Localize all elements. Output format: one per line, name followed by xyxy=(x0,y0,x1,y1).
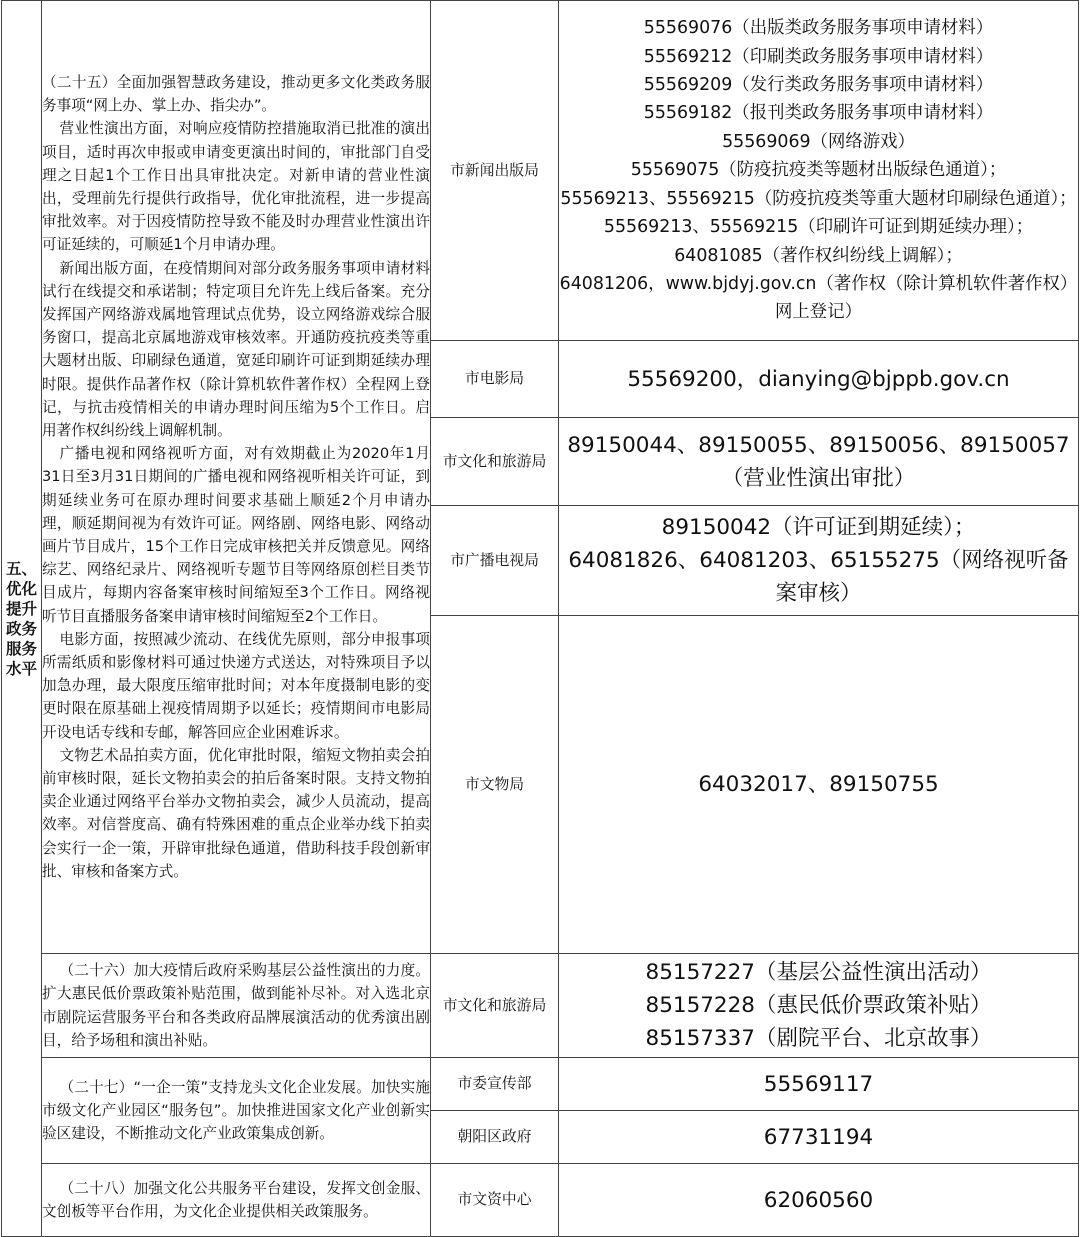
contact-cell xyxy=(559,506,1079,616)
dept-cell: 市委宣传部 xyxy=(431,1058,559,1111)
policy-cell xyxy=(42,1164,431,1237)
category-label-line: 提升 xyxy=(5,599,37,618)
contact-line: 89150042（许可证到期延续）； xyxy=(661,515,976,540)
policy-cell xyxy=(42,1058,431,1164)
policy-paragraph: （二十五）全面加强智慧政务建设，推动更多文化类政务服务事项“网上办、掌上办、指尖办”。 xyxy=(42,73,430,115)
contact-cell xyxy=(559,418,1079,506)
contact-cell xyxy=(559,1164,1079,1237)
contact-line: 67731194 xyxy=(763,1124,874,1150)
dept-cell: 市新闻出版局 xyxy=(431,1,559,341)
category-cell xyxy=(2,1,42,1237)
contact-line: 64081826、64081203、65155275（网络视听备案审核） xyxy=(568,548,1069,606)
category-label-line: 政务 xyxy=(5,619,37,638)
contact-cell xyxy=(559,1,1079,341)
dept-cell: 市文化和旅游局 xyxy=(431,418,559,506)
category-label-line: 水平 xyxy=(5,659,37,678)
category-label-line: 优化 xyxy=(5,579,37,598)
policy-paragraph: 文物艺术品拍卖方面，优化审批时限，缩短文物拍卖会拍前审核时限，延长文物拍卖会的拍后备案时限。支持文物拍卖企业通过网络平台举办文物拍卖会，减少人员流动，提高效率。对信誉度高、确有特殊困难的重点企业举办线下拍卖会实行一企一策，开辟审批绿色通道，借助科技手段创新审批、审核和备案方式。 xyxy=(42,746,430,880)
contact-line: 55569212（印刷类政务服务事项申请材料） xyxy=(643,46,994,67)
dept-cell: 市广播电视局 xyxy=(431,506,559,616)
contact-line: 64032017、89150755 xyxy=(698,772,939,797)
contact-line: 85157228（惠民低价票政策补贴） xyxy=(645,993,992,1018)
dept-cell: 市文化和旅游局 xyxy=(431,954,559,1058)
contact-line: 85157227（基层公益性演出活动） xyxy=(645,960,992,985)
contact-line: 55569069（网络游戏） xyxy=(722,131,915,152)
contact-line: 85157337（剧院平台、北京故事） xyxy=(645,1026,992,1051)
policy-paragraph: 营业性演出方面，对响应疫情防控措施取消已批准的演出项目，适时再次申报或申请变更演出时间的，审批部门自受理之日起1个工作日出具审批决定。对新申请的营业性演出，受理前先行提供行政指导，优化审批流程，进一步提高审批效率。对于因疫情防控导致不能及时办理营业性演出许可证延续的，可顺延1个月申请办理。 xyxy=(42,120,430,254)
dept-cell: 朝阳区政府 xyxy=(431,1111,559,1164)
category-label-line: 服务 xyxy=(5,639,37,658)
contact-cell xyxy=(559,1058,1079,1111)
contact-line: 55569213、55569215（防疫抗疫类等重大题材印刷绿色通道）； xyxy=(560,188,1077,209)
policy-paragraph: （二十七）“一企一策”支持龙头文化企业发展。加快实施市级文化产业园区“服务包”。加快推进国家文化产业创新实验区建设，不断推动文化产业政策集成创新。 xyxy=(42,1078,430,1143)
policy-paragraph: 广播电视和网络视听方面，对有效期截止为2020年1月31日至3月31日期间的广播电视和网络视听相关许可证，到期延续业务可在原办理时间要求基础上顺延2个月申请办理，顺延期间视为有效许可证。网络剧、网络电影、网络动画片节目成片，15个工作日完成审核把关并反馈意见。网络综艺、网络纪录片、网络视听专题节目等网络原创栏目类节目成片，每期内容备案审核时间缩短至3个工作日。网络视听节目直播服务备案申请审核时间缩短至2个工作日。 xyxy=(42,445,430,625)
dept-cell: 市电影局 xyxy=(431,341,559,418)
contact-line: 55569182（报刊类政务服务事项申请材料） xyxy=(643,103,994,124)
contact-line: 55569213、55569215（印刷许可证到期延续办理）； xyxy=(603,217,1034,238)
contact-cell xyxy=(559,341,1079,418)
dept-cell: 市文资中心 xyxy=(431,1164,559,1237)
contact-line: 55569209（发行类政务服务事项申请材料） xyxy=(643,75,994,96)
contact-line: 64081206，www.bjdyj.gov.cn（著作权（除计算机软件著作权）网上登记） xyxy=(559,273,1078,323)
policy-paragraph: 电影方面，按照减少流动、在线优先原则，部分申报事项所需纸质和影像材料可通过快递方式送达，对特殊项目予以加急办理，最大限度压缩审批时间；对本年度摄制电影的变更时限在原基础上视疫情周期予以延长；疫情期间市电影局开设电话专线和专邮，解答回应企业困难诉求。 xyxy=(42,630,430,741)
policy-paragraph: （二十六）加大疫情后政府采购基层公益性演出的力度。扩大惠民低价票政策补贴范围，做到能补尽补。对入选北京市剧院运营服务平台和各类政府品牌展演活动的优秀演出剧目，给予场租和演出补贴。 xyxy=(42,962,430,1049)
contact-line: 55569200，dianying@bjppb.gov.cn xyxy=(627,366,1010,392)
policy-table xyxy=(1,0,1079,1237)
contact-line: 55569117 xyxy=(763,1071,874,1097)
contact-cell xyxy=(559,954,1079,1058)
category-label-line: 五、 xyxy=(5,559,37,578)
policy-paragraph: 新闻出版方面，在疫情期间对部分政务服务事项申请材料试行在线提交和承诺制；特定项目允许先上线后备案。充分发挥国产网络游戏属地管理试点优势，设立网络游戏综合服务窗口，提高北京属地游戏审核效率。开通防疫抗疫类等重大题材出版、印刷绿色通道，宽延印刷许可证到期延续办理时限。提供作品著作权（除计算机软件著作权）全程网上登记，与抗击疫情相关的申请办理时间压缩为5个工作日。启用著作权纠纷线上调解机制。 xyxy=(42,259,430,439)
contact-cell xyxy=(559,1111,1079,1164)
contact-line: 62060560 xyxy=(763,1187,874,1213)
dept-cell: 市文物局 xyxy=(431,616,559,954)
contact-line: 89150044、89150055、89150056、89150057（营业性演出审批） xyxy=(567,432,1070,491)
contact-line: 55569076（出版类政务服务事项申请材料） xyxy=(643,18,994,39)
policy-cell xyxy=(42,1,431,954)
contact-line: 55569075（防疫抗疫类等题材出版绿色通道）； xyxy=(630,160,1007,181)
policy-cell xyxy=(42,954,431,1058)
contact-cell xyxy=(559,616,1079,954)
contact-line: 64081085（著作权纠纷线上调解）； xyxy=(674,245,963,266)
policy-paragraph: （二十八）加强文化公共服务平台建设，发挥文创金服、文创板等平台作用，为文化企业提供相关政策服务。 xyxy=(42,1179,430,1220)
